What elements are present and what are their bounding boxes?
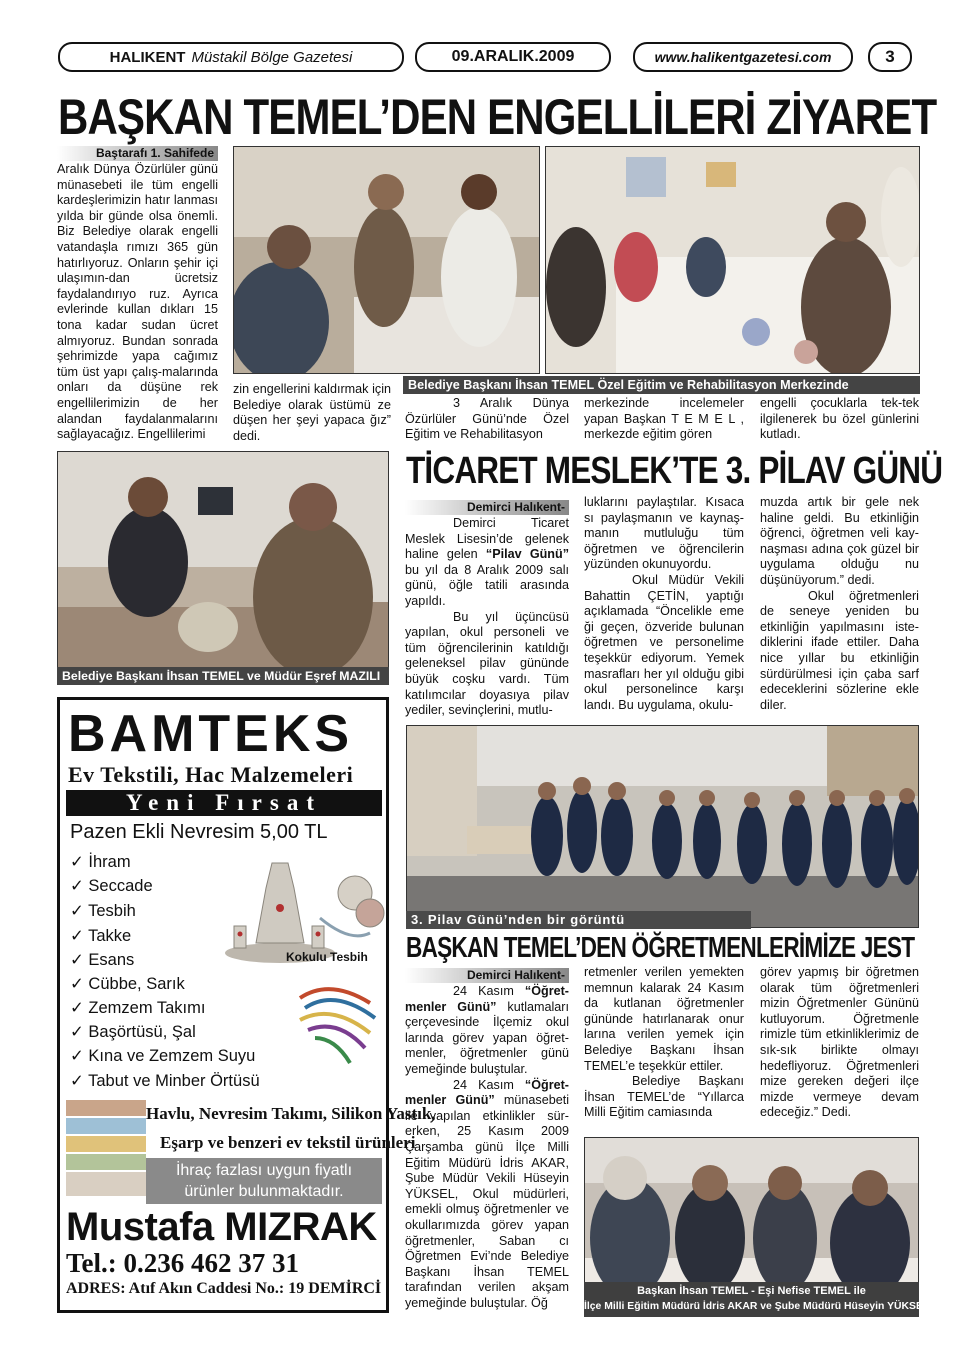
ad-subtitle: Ev Tekstili, Hac Malzemeleri	[68, 762, 354, 787]
article2-col1-p2: Bu yıl üçüncüsü yapılan, okul personeli ve tüm öğrencilerinin katıldığı geleneksel pilav gününde büyük coşku vardı. Tüm katılımcılar doyasıya pilav yediler, sevinçlerini, mutlu-	[405, 609, 569, 718]
ad-item-label: Takke	[88, 927, 132, 945]
teachers-photo-caption	[584, 1282, 930, 1317]
check-icon: ✓	[70, 902, 84, 920]
bamteks-advertisement	[57, 697, 436, 1313]
ad-address: ADRES: Atıf Akın Caddesi No.: 19 DEMİRCİ	[66, 1280, 382, 1297]
article1-column-5	[760, 396, 919, 443]
ad-textile-line-1: Havlu, Nevresim Takımı, Silikon Yastık,	[146, 1104, 436, 1123]
ad-item-1	[70, 852, 131, 872]
ad-export-line-1: İhraç fazlası uygun fiyatlı	[175, 1162, 353, 1179]
article2-col3-p2: Okul öğretmenleri de seneye yeniden bu etkinliğin yapılmasını iste-diklerini ifade ettiler. Daha nice yıllar bu etkinliğin sürdürülmesi için çaba sarf edeceklerini sözlerine ekle diler.	[760, 588, 919, 712]
article3-column-3	[760, 965, 919, 1121]
ad-item-5	[70, 950, 134, 970]
article1-col2-text: zin engellerini kaldırmak için Belediye olarak üstümü ze düşen her şeyi yapaca ğız” dedi.	[233, 382, 391, 443]
ad-tesbih-label: Kokulu Tesbih	[286, 950, 368, 964]
ad-item-4	[70, 926, 131, 946]
office-photo-caption: Belediye Başkanı İhsan TEMEL ve Müdür Eşref MAZILI	[57, 667, 389, 685]
teachers-caption-line-2: İlçe Milli Eğitim Müdürü İdris AKAR ve Şube Müdürü Hüseyin YÜKSEL	[584, 1301, 930, 1312]
article1-col4-text: merkezinde incelemeler yapan Başkan T E M E L , merkezde eğitim gören	[584, 396, 744, 442]
issue-date: 09.ARALIK.2009	[451, 48, 575, 65]
article2-pilav-gunu: “Pilav Günü”	[485, 547, 569, 562]
ad-item-label: Başörtüsü, Şal	[88, 1023, 196, 1041]
ad-textile-line-2: Eşarp ve benzeri ev tekstil ürünleri	[160, 1133, 416, 1152]
article3-col1-p1b: kutlamaları çerçevesinde İlçemiz okul larında görev yapan öğret-menler, öğretmenler günü yemeğinde buluştular.	[405, 999, 569, 1076]
ad-item-3	[70, 901, 136, 921]
article1-col5-text: engelli çocuklarla tek-tek ilgilenerek bu özel günlerini kutladı.	[760, 396, 919, 442]
office-photo-image	[58, 452, 389, 684]
check-icon: ✓	[70, 975, 84, 993]
check-icon: ✓	[70, 877, 84, 895]
ad-item-2	[70, 876, 153, 896]
website-pill	[633, 42, 853, 72]
article3-col2-p1: retmenler verilen yemekten memnun kalarak 24 Kasım da kutlanan öğretmenler gününde hatırlanarak onur larına verilen yemek için Belediye Başkanı İhsan TEMEL’e teşekkür ettiler.	[584, 965, 744, 1073]
article2-column-2	[584, 495, 744, 713]
pilav-photo-image	[407, 726, 919, 928]
article3-col1-p2b: münasebeti ile yapılan etkinlikler sür-erken, 25 Kasım 2009 Çarşamba günü İlçe Milli Eğitim Müdürü İdris AKAR, Şube Müdür Vekili Hüseyin YÜKSEL, Okul müdürleri, emekli olmuş öğretmenler ve okullarımızda görev yapan öğretmenler, Saban cı Öğretmen Evi’nde Belediye Başkanı İhsan TEMEL tarafından verilen akşam yemeğinde buluştular. Öğ	[405, 1093, 570, 1310]
article2-column-3	[760, 495, 919, 713]
article1-headline: BAŞKAN TEMEL’DEN ENGELLİLERİ ZİYARET	[58, 89, 937, 145]
ad-owner: Mustafa MIZRAK	[66, 1205, 377, 1249]
article1-photo-classroom	[545, 146, 920, 374]
article1-column-1	[57, 146, 218, 443]
ad-item-7	[70, 998, 205, 1018]
article1-column-3	[405, 396, 569, 443]
ad-item-label: Zemzem Takımı	[88, 999, 206, 1017]
check-icon: ✓	[70, 951, 84, 969]
ad-item-label: Kına ve Zemzem Suyu	[88, 1047, 256, 1065]
article1-column-4	[584, 396, 744, 443]
paper-name-pill	[58, 42, 404, 72]
article1-col1-text: Aralık Dünya Özürlüler günü münasebeti ile tüm engelli kardeşlerimizin hatır lanması yılda bir günde olsa önemli. Biz Belediye olarak engelli vatandaşla rımızı 365 gün hatırlıyoruz. Onların şehir içi ulaşımın-dan ücretsiz faydalandırıyo ruz. Ayrıca evlerinde kullan dıkları 15 tona kadar sudan ücret almıyoruz. Bundan sonrada şehrimizde yapa cağımız tüm üst yapı çalış-malarında onları da düşüne rek engellilerimizin de her alandan faydalanmalarını sağlayacağız. Engellilerimi	[57, 162, 218, 442]
article2-tag: Demirci Halıkent-	[405, 500, 569, 515]
article3-col2-p2: Belediye Başkanı İhsan TEMEL’de “Yıllarca Milli Eğitim camiasında	[584, 1074, 744, 1120]
check-icon: ✓	[70, 999, 84, 1017]
paper-subtitle: Müstakil Bölge Gazetesi	[191, 48, 353, 66]
ad-item-label: Cübbe, Sarık	[88, 975, 185, 993]
article3-column-2	[584, 965, 744, 1121]
ad-item-label: Tabut ve Minber Örtüsü	[88, 1072, 260, 1090]
article2-col2-p1: luklarını paylaştılar. Kısaca sı paylaşmanın ve kaynaş-manın mutluluğu tüm öğretmen ve öğrencilerin yüzünden okunuyordu.	[584, 495, 744, 572]
check-icon: ✓	[70, 1023, 84, 1041]
ad-item-label: Esans	[88, 951, 135, 969]
article2-headline: TİCARET MESLEK’TE 3. PİLAV GÜNÜ	[406, 450, 943, 492]
ad-products-illustration	[220, 848, 385, 1088]
classroom-photo-image	[546, 147, 920, 374]
pilav-day-photo	[406, 725, 919, 928]
article3-headline: BAŞKAN TEMEL’DEN ÖĞRETMENLERİMİZE JEST	[406, 932, 915, 964]
ad-offer: Pazen Ekli Nevresim 5,00 TL	[70, 821, 328, 843]
ad-brand: BAMTEKS	[68, 705, 354, 763]
article1-photo-caption: Belediye Başkanı İhsan TEMEL Özel Eğitim ve Rehabilitasyon Merkezinde	[403, 376, 920, 394]
check-icon: ✓	[70, 853, 84, 871]
handover-photo-image	[234, 147, 540, 374]
article3-ogretmenler-gunu-2: “Öğret-menler Günü”	[405, 1077, 569, 1108]
article1-tag: Baştarafı 1. Sahifede	[57, 146, 218, 161]
article2-col1-p1b: bu yıl da 8 Aralık 2009 salı günü, öğle tatili arasında yapıldı.	[405, 562, 569, 608]
ad-item-label: Seccade	[88, 877, 153, 895]
article2-col1-p1: Demirci Ticaret Meslek Lisesin’de gelenek haline gelen	[405, 516, 569, 562]
article3-col1-p2a: 24 Kasım	[453, 1077, 514, 1092]
article2-col3-p1: muzda artık bir gele nek haline geldi. Bu etkinliğin öğrenci, öğretmen veli kay-naşması adına çok güzel bir uygulama olduğu nu düşünüyorum.” dedi.	[760, 495, 919, 587]
office-photo	[57, 451, 389, 684]
article3-column-1	[405, 968, 569, 1311]
article1-col3-text: 3 Aralık Dünya Özürlüler Günü’nde Özel Eğitim ve Rehabilitasyon	[405, 396, 569, 442]
article2-col2-p2: Okul Müdür Vekili Bahattin ÇETİN, yaptığı açıklamada “Öncelikle eme ği geçen, özveride bulunan öğretmen ve personelime teşekkür ediyorum. Yemek masrafları her yıl olduğu gibi okul personelince karşı landı. Bu uygulama, okulu-	[584, 572, 744, 712]
ad-phone[interactable]: Tel.: 0.236 462 37 31	[66, 1248, 300, 1278]
article3-col3-p1: görev yapmış bir öğretmen olarak tüm öğretmenleri mizin Öğretmenler Gününü kutluyorum. Öğretmenle rimizle tüm etkinliklerimiz de sık-sık birlikte olmayı hedefliyoruz. Öğretmenleri mize gereken değeri ilçe mizde vermeye devam edeceğiz.” Dedi.	[760, 965, 919, 1120]
page-number: 3	[885, 47, 895, 66]
article3-col1-p1a: 24 Kasım	[453, 984, 514, 998]
article3-ogretmenler-gunu-1: “Öğret-menler Günü”	[405, 984, 569, 1014]
article3-tag: Demirci Halıkent-	[405, 968, 569, 983]
article1-column-2	[233, 382, 391, 444]
website[interactable]: www.halikentgazetesi.com	[654, 49, 832, 65]
pilav-photo-caption: 3. Pilav Günü’nden bir görüntü	[406, 911, 751, 929]
ad-export-line-2: ürünler bulunmaktadır.	[184, 1183, 344, 1200]
date-pill	[415, 42, 611, 72]
article2-column-1	[405, 500, 569, 719]
check-icon: ✓	[70, 1072, 84, 1090]
paper-name: HALIKENT	[109, 48, 186, 66]
ad-item-label: Tesbih	[88, 902, 136, 920]
check-icon: ✓	[70, 927, 84, 945]
ad-item-label: İhram	[88, 853, 131, 871]
article1-photo-handover	[233, 146, 540, 374]
ad-item-8	[70, 1022, 196, 1042]
ad-banner: Yeni Fırsat	[66, 790, 382, 816]
ad-item-6	[70, 974, 185, 994]
check-icon: ✓	[70, 1047, 84, 1065]
ad-towels-illustration	[66, 1100, 146, 1200]
teachers-caption-line-1: Başkan İhsan TEMEL - Eşi Nefise TEMEL ile	[637, 1285, 866, 1297]
page-number-pill	[868, 42, 912, 72]
ad-export-box	[146, 1158, 382, 1204]
